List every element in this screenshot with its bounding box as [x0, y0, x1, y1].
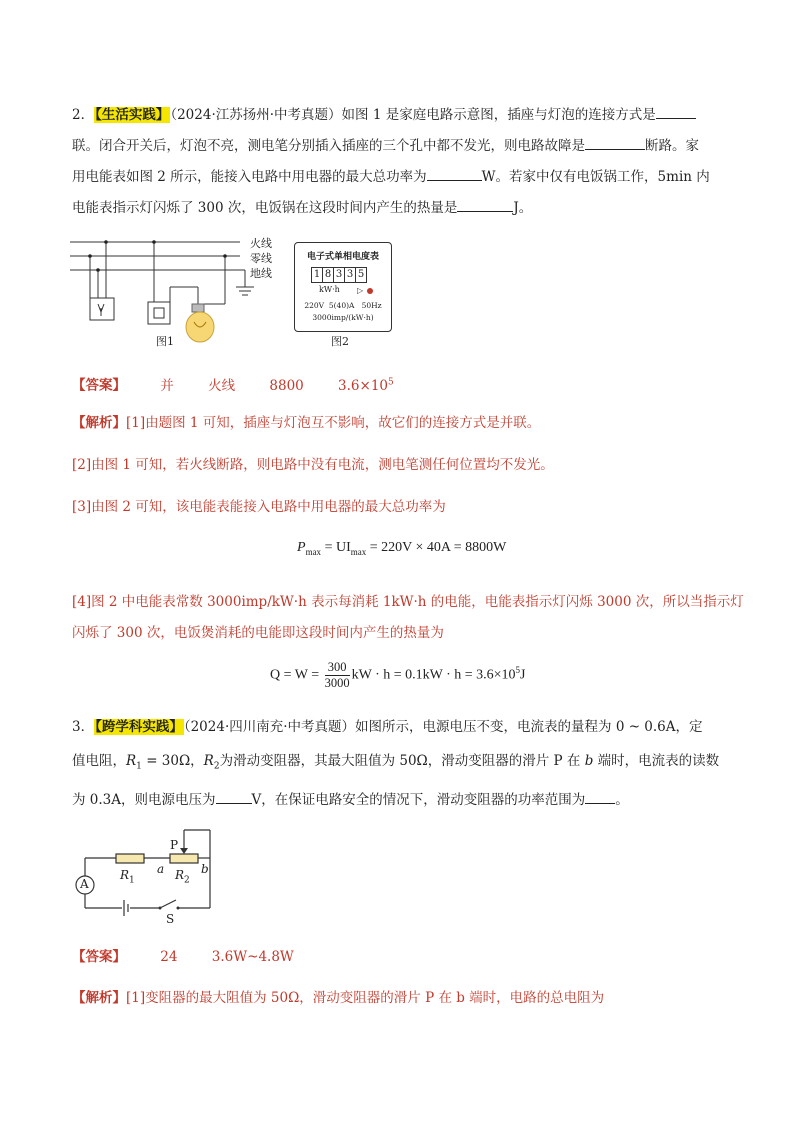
q2-answer: [72, 373, 394, 395]
meter-unit: kW·h: [319, 285, 340, 294]
f1-sub-1: max: [305, 546, 322, 557]
q2-analysis-1: [72, 414, 540, 432]
answer-4: [338, 378, 394, 394]
q3-blank-1[interactable]: [216, 789, 252, 804]
f2-rest: kW · h = 0.1kW · h = 3.6×10: [351, 667, 516, 683]
analysis-label: 【解析】: [72, 415, 126, 431]
f2-num: 300: [325, 660, 350, 676]
q2-line2: [72, 135, 699, 155]
figure-2-meter: [294, 242, 392, 332]
q2-line3: [72, 166, 710, 186]
meter-digit: 1: [311, 267, 323, 283]
formula-heat: [270, 660, 526, 691]
q2-line4: [72, 197, 532, 217]
figure-2-caption: 图2: [331, 335, 349, 348]
q2-text-4: 用电能表如图 2 所示，能接入电路中用电器的最大总功率为: [72, 169, 427, 185]
circuit-p-label: P: [170, 838, 179, 852]
f1-eq: = UI: [321, 540, 351, 555]
q2-text-5: W。若家中仅有电饭锅工作，5min 内: [481, 169, 710, 185]
q2-text-2: 联。闭合开关后，灯泡不亮，测电笔分别插入插座的三个孔中都不发光，则电路故障是: [72, 138, 585, 154]
meter-light-icon: [367, 288, 373, 294]
q3-answer-2: 3.6W~4.8W: [211, 949, 294, 965]
q3-text-1: （2024·四川南充·中考真题）如图所示，电源电压不变，电流表的量程为 0 ~ 0.6A，定: [183, 719, 703, 735]
circuit-r1-label: [120, 868, 135, 885]
f2-fraction: [325, 660, 350, 691]
q3-b: b: [584, 753, 594, 769]
answer-1: 并: [160, 377, 174, 394]
circuit-s-label: S: [166, 912, 175, 926]
q2-blank-1[interactable]: [656, 104, 696, 119]
q2-analysis-4b: 闪烁了 300 次，电饭煲消耗的电能即这段时间内产生的热量为: [72, 625, 444, 641]
q3-answer-label: 【答案】: [72, 949, 126, 965]
circuit-b-label: b: [201, 862, 209, 876]
q3-text-5: 端时，电流表的读数: [593, 753, 720, 769]
circuit-a-label: a: [157, 862, 165, 876]
meter-digit-last: 5: [356, 267, 367, 283]
meter-digit: 3: [345, 267, 356, 283]
q2-number: 2．: [72, 107, 95, 123]
q2-text-1: （2024·江苏扬州·中考真题）如图 1 是家庭电路示意图，插座与灯泡的连接方式是: [170, 107, 656, 123]
q3-text-6: 为 0.3A，则电源电压为: [72, 792, 216, 808]
figure-1-caption: 图1: [156, 335, 174, 348]
q3-line3: [72, 789, 629, 809]
f1-rest: = 220V × 40A = 8800W: [366, 540, 507, 555]
q3-line1: [72, 718, 703, 736]
c-r2-sub: 2: [184, 875, 190, 886]
figure-1-circuit: [70, 232, 270, 347]
f1-sub-2: max: [350, 546, 367, 557]
meter-indicator-icon: ▷: [357, 286, 364, 295]
f2-lhs: Q = W =: [270, 667, 323, 683]
q2-blank-3[interactable]: [427, 166, 482, 181]
meter-spec-1: 220V 5(40)A 50Hz: [304, 301, 382, 310]
wire-neutral-label: 零线: [250, 252, 272, 265]
q3-r1: R: [126, 753, 137, 769]
formula-power: [297, 540, 506, 557]
q3-blank-2[interactable]: [585, 789, 615, 804]
q3-analysis-1: [72, 989, 604, 1007]
answer-label: 【答案】: [72, 377, 126, 394]
q3-r2-sub: 2: [213, 761, 220, 772]
f2-unit: J: [520, 667, 526, 683]
q2-text-6: 电能表指示灯闪烁了 300 次，电饭锅在这段时间内产生的热量是: [72, 200, 458, 216]
q3-text-8: 。: [615, 792, 629, 808]
q3-number: 3．: [72, 719, 95, 735]
f2-den: 3000: [324, 676, 350, 690]
meter-digits: [311, 267, 367, 283]
q2-line1: [72, 104, 696, 124]
q3-text-4: 为滑动变阻器，其最大阻值为 50Ω，滑动变阻器的滑片 P 在: [219, 753, 585, 769]
q2-analysis-3: [3]由图 2 可知，该电能表能接入电路中用电器的最大总功率为: [72, 499, 446, 515]
q3-answer: [72, 948, 294, 966]
q3-r2: R: [203, 753, 214, 769]
answer-2: 火线: [208, 377, 236, 394]
q3-text-2: 值电阻，: [72, 753, 126, 769]
meter-digit: 3: [334, 267, 345, 283]
q3-tag: 【跨学科实践】: [95, 719, 183, 735]
q2-blank-2[interactable]: [585, 135, 645, 150]
q3-r1-sub: 1: [136, 761, 142, 772]
q3-analysis-label: 【解析】: [72, 990, 126, 1006]
q3-analysis-text-1: [1]变阻器的最大阻值为 50Ω，滑动变阻器的滑片 P 在 b 端时，电路的总电阻为: [126, 990, 605, 1006]
answer-3: 8800: [269, 377, 304, 394]
f2-exp: 5: [515, 665, 521, 676]
q2-analysis-2: [2]由图 1 可知，若火线断路，则电路中没有电流，测电笔测任何位置均不发光。: [72, 457, 554, 473]
q2-tag: 【生活实践】: [95, 107, 170, 123]
meter-title: 电子式单相电度表: [306, 252, 379, 262]
f1-p: P: [297, 540, 306, 555]
c-r2: R: [175, 868, 185, 882]
circuit-ammeter-label: A: [80, 877, 89, 891]
meter-digit: 8: [323, 267, 334, 283]
q2-text-3: 断路。家: [645, 138, 699, 154]
q2-analysis-4a: [4]图 2 中电能表常数 3000imp/kW·h 表示每消耗 1kW·h 的电能，电能表指示灯闪烁 3000 次，所以当指示灯: [72, 594, 744, 610]
wire-ground-label: 地线: [250, 267, 272, 280]
circuit-r2-label: [175, 868, 190, 885]
q3-line2: [72, 752, 719, 776]
q2-blank-4[interactable]: [457, 197, 513, 212]
q3-text-3: = 30Ω，: [141, 753, 204, 769]
answer-4-exp: 5: [388, 377, 394, 387]
answer-4-base: 3.6×10: [338, 377, 389, 394]
c-r1: R: [120, 868, 130, 882]
q3-text-7: V，在保证电路安全的情况下，滑动变阻器的功率范围为: [251, 792, 586, 808]
q2-text-7: J。: [513, 200, 533, 216]
q3-answer-1: 24: [160, 949, 178, 965]
analysis-text-1: [1]由题图 1 可知，插座与灯泡互不影响，故它们的连接方式是并联。: [126, 415, 541, 431]
wire-live-label: 火线: [250, 237, 272, 250]
c-r1-sub: 1: [129, 875, 135, 886]
meter-spec-2: 3000imp/(kW·h): [312, 313, 374, 322]
